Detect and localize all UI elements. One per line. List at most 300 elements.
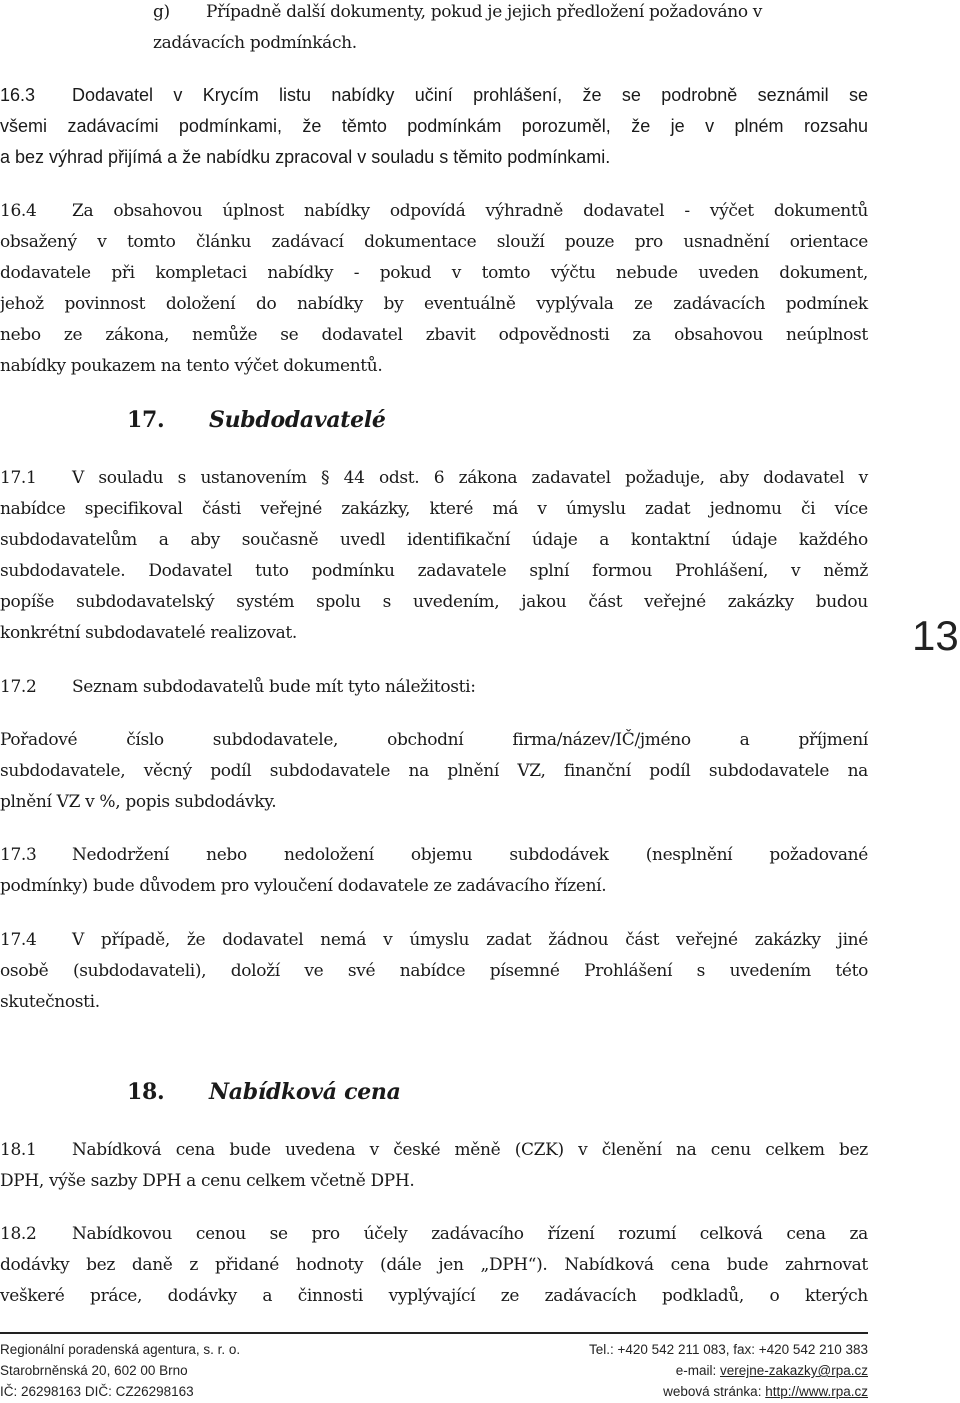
word: výhradně [485,201,564,221]
word: uvedl [340,530,386,550]
para-17-1-line2 [0,497,868,521]
footer-row-1 [0,1341,868,1359]
word: 6 [433,468,445,488]
word: zakázky [727,592,794,612]
word: specifikoval [84,499,183,519]
word: část [588,592,623,612]
word: rozsahu [803,116,868,136]
word: slouží [496,232,545,252]
word: zadat [645,499,691,519]
para-17-1-line5 [0,590,868,614]
para-18-2-number: 18.2 [0,1224,37,1244]
para-17-2-list-line1-text [0,728,868,752]
word: - [353,263,360,283]
word: číslo [126,730,164,750]
para-17-2-list-line2-text [0,759,868,783]
word: Nabídková [564,1255,654,1275]
word: dodavatel [222,930,304,950]
word: veřejné [644,592,706,612]
para-16-4-line2-text [0,230,868,254]
word: dodávky [167,1286,237,1306]
para-17-1-line4 [0,559,868,583]
word: příjmení [798,730,868,750]
word: kontaktní [630,530,710,550]
word: by [383,294,404,314]
word: nemůže [192,325,258,345]
word: usnadnění [683,232,770,252]
word: učiní [414,85,453,105]
word: odst. [378,468,420,488]
word: v [537,499,547,519]
word: (nesplnění [645,845,733,865]
para-17-2-list-line3: plnění VZ v %, popis subdodávky. [0,792,277,812]
word: se [269,1224,288,1244]
word: souladu [98,468,164,488]
section-17-title: Subdodavatelé [209,407,386,433]
word: objemu [410,845,473,865]
word: doložení [165,294,236,314]
para-17-4-line2 [0,959,868,983]
para-17-3-line2: podmínky) bude důvodem pro vyloučení dodavatele ze zadávacího řízení. [0,876,607,896]
word: podíl [649,761,691,781]
word: práce, [90,1286,143,1306]
word: Nedodržení [72,845,169,865]
para-16-4-line3-text [0,261,868,285]
word: s [177,468,187,488]
word: české [393,1140,441,1160]
word: ze [500,1286,520,1306]
word: „DPH“). [480,1255,548,1275]
para-16-4-line5 [0,323,868,347]
para-16-4-line4-text [0,292,868,316]
para-17-3-line1-text [72,843,868,867]
word: pro [634,232,663,252]
word: případě, [100,930,170,950]
word: členění [601,1140,662,1160]
para-17-2-list-line2 [0,759,868,783]
word: (subdodavateli), [72,961,207,981]
word: nabídky [297,294,363,314]
word: že [186,930,206,950]
section-18-heading [127,1078,401,1106]
word: nabídce [399,961,466,981]
word: uvedena [285,1140,356,1160]
word: ze [634,294,653,314]
word: nebo [206,845,247,865]
word: nabídce [0,499,66,519]
footer-email-label: e-mail: [675,1363,720,1378]
word: a [599,530,610,550]
footer-row-3 [0,1383,868,1401]
word: a [739,730,750,750]
word: písemné [489,961,560,981]
word: jen [438,1255,464,1275]
word: se [280,325,299,345]
word: údaje [531,530,578,550]
word: obsažený [0,232,77,252]
word: cena [175,1140,215,1160]
word: nebo [0,325,41,345]
word: v [97,232,107,252]
word: aby [719,468,749,488]
word: bude [229,1140,271,1160]
word: nedoložení [283,845,374,865]
word: zahrnovat [785,1255,868,1275]
word: věcný [143,761,192,781]
word: že [302,116,322,136]
word: účely [363,1224,408,1244]
word: úplnost [222,201,284,221]
word: části [202,499,241,519]
word: dodavatele [0,263,91,283]
word: V [72,468,84,488]
word: zadavatel [531,468,611,488]
word: doloží [230,961,280,981]
para-17-2-number: 17.2 [0,677,37,697]
word: je [670,116,685,136]
word: se [848,85,868,105]
word: zbavit [425,325,476,345]
word: pouze [564,232,615,252]
word: systém [236,592,295,612]
word: výčtu [550,263,596,283]
word: podrobně [661,85,738,105]
para-17-2-text: Seznam subdodavatelů bude mít tyto náležitosti: [72,677,476,697]
word: dodavatel [763,468,845,488]
word: s [696,961,706,981]
word: požadované [769,845,868,865]
word: na [676,1140,697,1160]
para-16-3-line2 [0,114,868,138]
word: kompletaci [155,263,247,283]
word: přidané [214,1255,279,1275]
page-number: 13 [912,612,959,659]
word: či [800,499,816,519]
item-g-label: g) [153,2,170,22]
word: úmyslu [565,499,626,519]
para-16-4-number: 16.4 [0,201,37,221]
word: cenu [710,1140,751,1160]
word: v [705,116,715,136]
word: v [369,1140,379,1160]
para-17-4-line2-text [0,959,868,983]
word: požaduje, [625,468,705,488]
word: které [429,499,474,519]
word: obsahovou [113,201,203,221]
para-17-1-line4-text [0,559,868,583]
word: dokument, [779,263,868,283]
word: 44 [343,468,365,488]
word: údaje [731,530,778,550]
word: hodnoty [295,1255,364,1275]
word: měně [454,1140,501,1160]
word: jakou [521,592,567,612]
word: v [578,1140,588,1160]
para-16-4-line3 [0,261,868,285]
word: činnosti [297,1286,364,1306]
word: s [382,592,391,612]
word: Nabídková [72,1140,162,1160]
word: nebude [616,263,678,283]
para-17-2-list-line1 [0,728,868,752]
para-17-4-line3: skutečnosti. [0,992,100,1012]
footer-web-link[interactable]: http://www.rpa.cz [765,1384,868,1399]
word: dodávky [0,1255,70,1275]
word: tuto [255,561,289,581]
item-g-text: Případně další dokumenty, pokud je jejich předložení požadováno v [206,2,763,22]
para-16-4-line2 [0,230,868,254]
word: (CZK) [514,1140,564,1160]
word: zakázky [754,930,821,950]
word: plném [734,116,784,136]
word: z [189,1255,199,1275]
word: uvedením, [412,592,500,612]
word: podmínek [785,294,868,314]
word: ze [63,325,83,345]
word: cenou [195,1224,246,1244]
para-17-1-line1-text [72,466,868,490]
footer-row-2 [0,1362,868,1380]
word: ustanovením [200,468,307,488]
footer-web-group [663,1383,868,1401]
word: více [834,499,868,519]
word: bude [726,1255,769,1275]
para-16-4-line4 [0,292,868,316]
word: na [847,761,868,781]
word: identifikační [406,530,511,550]
word: úmyslu [409,930,470,950]
word: subdodavatelům [0,530,137,550]
word: výčet [709,201,754,221]
word: při [111,263,135,283]
para-17-1-line3-text [0,528,868,552]
word: subdodávek [509,845,609,865]
word: Prohlášení [584,961,673,981]
word: VZ, [517,761,546,781]
word: na [408,761,429,781]
word: nabídky [304,201,370,221]
para-18-2-line3 [0,1284,868,1308]
word: část [625,930,660,950]
footer-email-group [676,1362,868,1380]
word: eventuálně [424,294,516,314]
footer-divider [0,1332,868,1334]
word: v [383,930,393,950]
word: bez [839,1140,868,1160]
word: subdodavatele [708,761,830,781]
para-16-4-line1-text [72,199,868,223]
word: (dále [380,1255,422,1275]
word: Krycím [202,85,259,105]
item-g-line2: zadávacích podmínkách. [153,33,357,53]
word: zákona [458,468,518,488]
word: firma/název/IČ/jméno [512,730,691,750]
word: obchodní [387,730,464,750]
word: povinnost [64,294,146,314]
word: Dodavatel [72,85,154,105]
word: nabídky [331,85,395,105]
para-16-3-line1-text [72,83,868,107]
word: formou [592,561,652,581]
para-18-2-line1-text [72,1222,868,1246]
word: a [158,530,169,550]
word: že [631,116,651,136]
word: V [72,930,84,950]
word: uvedením [729,961,811,981]
para-17-4-line1-text [72,928,868,952]
para-16-3-number: 16.3 [0,85,36,105]
word: zadávací [271,232,344,252]
word: do [255,294,277,314]
word: celkem [765,1140,825,1160]
word: zadávacích [673,294,766,314]
word: odpovědnosti [498,325,610,345]
word: prohlášení, [473,85,563,105]
para-16-3-line3: a bez výhrad přijímá a že nabídku zpracoval v souladu s těmito podmínkami. [0,147,611,167]
word: řízení [547,1224,595,1244]
word: veřejné [260,499,322,519]
word: podíl [210,761,252,781]
word: zadávacími [67,116,159,136]
word: této [835,961,868,981]
section-18-number: 18. [127,1079,165,1105]
word: pro [311,1224,340,1244]
word: jiné [837,930,868,950]
word: za [632,325,651,345]
word: o [769,1286,780,1306]
word: veřejné [676,930,738,950]
word: seznámil [757,85,829,105]
para-18-1-number: 18.1 [0,1140,37,1160]
word: zákona, [105,325,170,345]
word: dodavatel [321,325,403,345]
word: budou [815,592,868,612]
word: článku [195,232,252,252]
word: porozuměl, [521,116,611,136]
word: Dodavatel [148,561,233,581]
word: rozumí [618,1224,676,1244]
word: zadat [486,930,532,950]
word: dodavatel [583,201,665,221]
word: Za [72,201,94,221]
section-17-number: 17. [127,407,165,433]
word: daně [131,1255,173,1275]
word: orientace [789,232,868,252]
para-18-1-line1-text [72,1138,868,1162]
word: v [858,468,868,488]
word: plnění [447,761,499,781]
word: subdodavatele. [0,561,126,581]
word: jehož [0,294,44,314]
word: v [791,561,801,581]
word: každého [798,530,868,550]
footer-phone: Tel.: +420 542 211 083, fax: +420 542 210 383 [589,1342,868,1357]
word: veškeré [0,1286,65,1306]
footer-email-link[interactable]: verejne-zakazky@rpa.cz [719,1363,868,1378]
word: dokumentů [773,201,868,221]
para-17-1-line6: konkrétní subdodavatelé realizovat. [0,623,297,643]
footer-ids: IČ: 26298163 DIČ: CZ26298163 [0,1384,194,1399]
para-16-4-line5-text [0,323,868,347]
word: bez [86,1255,115,1275]
word: a [262,1286,273,1306]
word: subdodavatele, [0,761,126,781]
word: zadávacího [431,1224,524,1244]
para-18-1-line2: DPH, výše sazby DPH a cenu celkem včetně DPH. [0,1171,415,1191]
word: § [321,468,330,488]
word: tomto [481,263,531,283]
word: jednomu [709,499,782,519]
word: podkladů, [662,1286,744,1306]
word: dokumentace [364,232,477,252]
section-17-heading [127,406,386,434]
word: splní [529,561,570,581]
para-18-2-line2 [0,1253,868,1277]
word: finanční [563,761,631,781]
word: těmto [341,116,387,136]
word: za [849,1224,868,1244]
word: osobě [0,961,49,981]
word: žádnou [548,930,609,950]
para-18-2-line3-text [0,1284,868,1308]
word: uveden [698,263,759,283]
word: podmínkami, [178,116,282,136]
para-17-1-line5-text [0,590,868,614]
word: vyplývající [388,1286,476,1306]
para-17-3-number: 17.3 [0,845,37,865]
word: své [347,961,376,981]
para-17-1-line3 [0,528,868,552]
word: podmínkám [407,116,502,136]
word: subdodavatelský [76,592,215,612]
para-18-2-line2-text [0,1253,868,1277]
para-16-3-line2-text [0,114,868,138]
word: cena [670,1255,710,1275]
footer-address: Starobrněnská 20, 602 00 Brno [0,1363,188,1378]
word: obsahovou [674,325,763,345]
word: listu [279,85,312,105]
word: subdodavatele [269,761,391,781]
word: Pořadové [0,730,78,750]
para-16-4-line6: nabídky poukazem na tento výčet dokumentů. [0,356,383,376]
para-17-1-number: 17.1 [0,468,37,488]
word: v [451,263,462,283]
word: odpovídá [389,201,466,221]
word: pokud [379,263,432,283]
word: cena [786,1224,826,1244]
para-17-4-number: 17.4 [0,930,37,950]
word: má [492,499,518,519]
word: zadávacích [544,1286,637,1306]
word: že [582,85,602,105]
word: celková [699,1224,763,1244]
section-18-title: Nabídková cena [209,1079,401,1105]
word: tomto [126,232,176,252]
word: ve [304,961,324,981]
word: se [621,85,641,105]
word: Prohlášení, [674,561,769,581]
word: všemi [0,116,48,136]
word: němž [823,561,868,581]
word: současně [241,530,319,550]
word: subdodavatele, [212,730,339,750]
word: nabídky [267,263,334,283]
word: v [173,85,183,105]
footer-company: Regionální poradenská agentura, s. r. o. [0,1342,241,1357]
word: neúplnost [786,325,868,345]
word: zakázky, [341,499,411,519]
para-17-1-line2-text [0,497,868,521]
